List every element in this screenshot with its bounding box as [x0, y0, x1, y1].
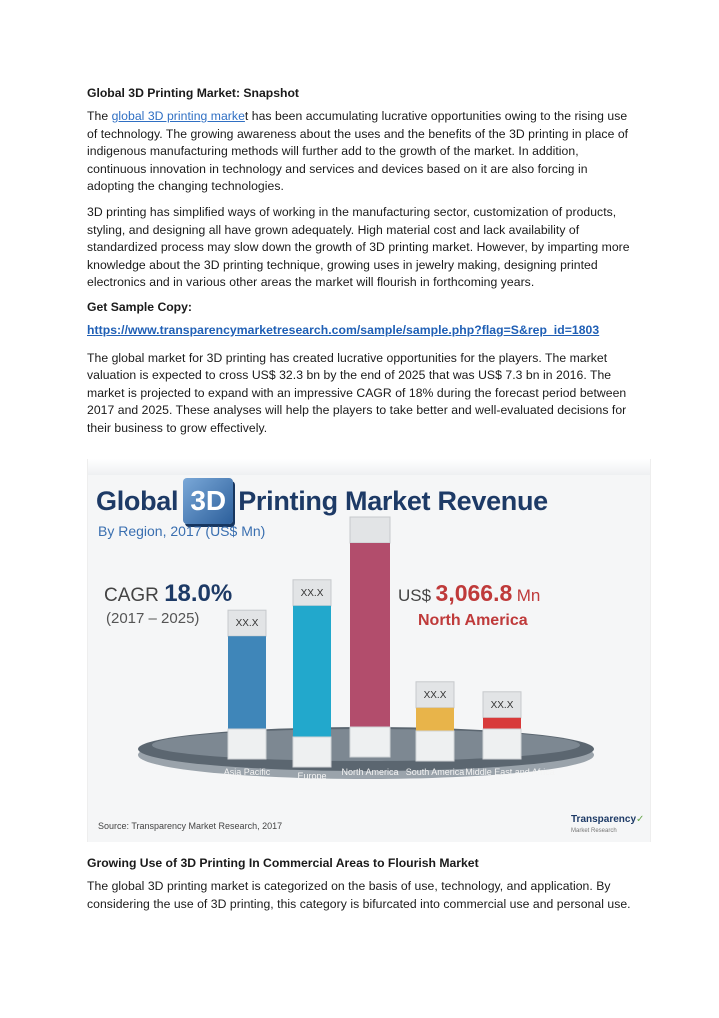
heading-snapshot: Global 3D Printing Market: Snapshot [87, 86, 299, 100]
sample-link[interactable]: https://www.transparencymarketresearch.com/sample/sample.php?flag=S&rep_id=1803 [87, 322, 600, 337]
category-label: Middle East and Africa [465, 767, 555, 777]
bar-value-label: XX.X [423, 689, 447, 701]
category-label: South America [405, 767, 465, 777]
paragraph-intro [87, 108, 635, 196]
document-body-lower [87, 856, 635, 921]
highlight-currency: US$ [398, 586, 432, 605]
paragraph-valuation: The global market for 3D printing has created lucrative opportunities for the players. The market valuation is expected to cross US$ 32.3 bn by the end of 2025 that was US$ 7.3 bn in 2016. The market is projected to expand with an impressive CAGR of 18% during the forecast period between 2017 and 2025. These analyses will help the players to take better and well-evaluated decisions for their business to grow effectively. [87, 350, 627, 435]
bar [416, 708, 454, 731]
cagr-range: (2017 – 2025) [106, 610, 200, 627]
category-label: North America [341, 767, 399, 777]
market-link[interactable]: global 3D printing marke [111, 109, 245, 123]
document-body [87, 86, 635, 446]
paragraph-categorized: The global 3D printing market is categorized on the basis of use, technology, and application. By considering the use of 3D printing, this category is bifurcated into commercial use and personal use. [87, 879, 631, 911]
bar [293, 606, 331, 737]
intro-lead: The [87, 109, 112, 123]
bar-cap [350, 517, 390, 543]
paragraph-simplified: 3D printing has simplified ways of working in the manufacturing sector, customization of products, styling, and designing all have grown adequately. High material cost and lack availability of standardized process may slow down the growth of 3D printing market. However, by imparting more knowledge about the 3D printing technique, growing uses in jewelry making, designing printed electronics and in various other areas the market will flourish in forthcoming years. [87, 204, 630, 290]
bar [350, 543, 390, 727]
bar-value-label: XX.X [490, 699, 514, 711]
heading-sample-copy: Get Sample Copy: [87, 299, 192, 314]
brand-logo: Transparency✓ Market Research [571, 814, 645, 834]
highlight-number: 3,066.8 [435, 580, 513, 606]
bar [228, 636, 266, 729]
figure-title-right: Printing Market Revenue [238, 485, 548, 516]
brand-name: Transparency [571, 814, 637, 825]
bar-base [350, 727, 390, 757]
3d-cube-icon: 3D [183, 478, 233, 524]
category-label: Asia Pacific [223, 767, 271, 777]
bar-base [483, 729, 521, 759]
revenue-bar-chart [88, 459, 650, 842]
bar-base [293, 737, 331, 767]
cagr-value: 18.0% [164, 580, 233, 607]
figure-title-left: Global [96, 485, 179, 516]
intro-rest: t has been accumulating lucrative opportunities owing to the rising use of technology. The growing awareness about the uses and the benefits of the 3D printing in place of indigenous manufacturing methods will further add to the growth of the market. In addition, continuous innovation in technology and services and devices based on it are also forcing in adopting the changing technologies. [87, 109, 629, 194]
highlight-region: North America [418, 612, 528, 629]
figure-source: Source: Transparency Market Research, 2017 [98, 821, 283, 831]
infographic [87, 459, 651, 842]
bar-value-label: XX.X [235, 618, 259, 630]
bar-base [416, 731, 454, 761]
highlight-unit: Mn [516, 586, 541, 605]
bar-value-label: XX.X [300, 587, 324, 599]
cagr-word: CAGR [104, 585, 159, 606]
bar-base [228, 729, 266, 759]
brand-sub: Market Research [571, 828, 617, 834]
heading-commercial: Growing Use of 3D Printing In Commercial Areas to Flourish Market [87, 856, 479, 870]
category-label: Europe [297, 771, 327, 781]
figure-subtitle: By Region, 2017 (US$ Mn) [98, 523, 266, 539]
bar [483, 718, 521, 729]
